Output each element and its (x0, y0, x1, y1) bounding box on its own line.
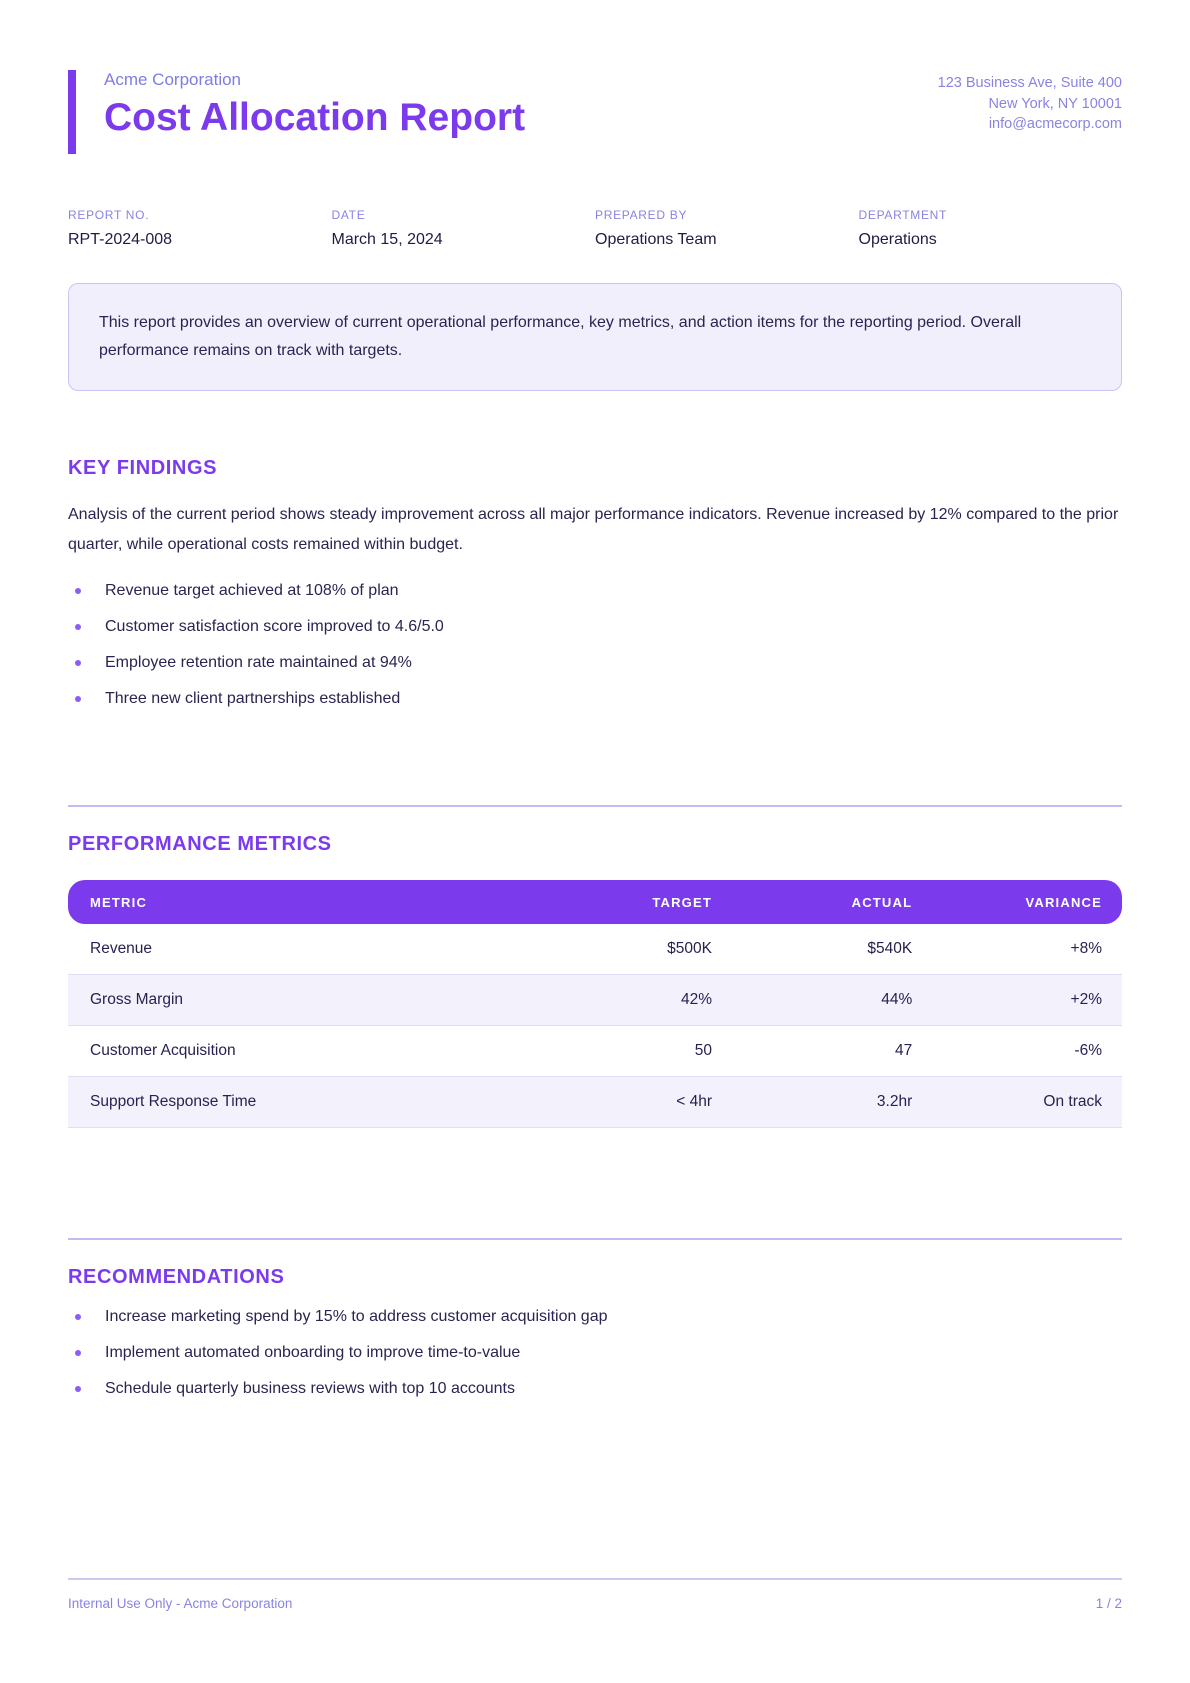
report-meta (68, 208, 1122, 249)
cell-target: 42% (553, 975, 732, 1026)
page-number: 1 / 2 (1095, 1596, 1122, 1611)
section-divider (68, 1238, 1122, 1240)
performance-metrics-table (68, 880, 1122, 1128)
section-heading-recommendations: RECOMMENDATIONS (68, 1266, 285, 1289)
recommendations-list (68, 1307, 1122, 1399)
accent-bar (68, 70, 76, 154)
cell-variance: +8% (932, 924, 1122, 975)
meta-field-prepared-by (595, 208, 859, 249)
cell-actual: 44% (732, 975, 932, 1026)
cell-metric: Support Response Time (68, 1077, 553, 1128)
section-heading-key-findings: KEY FINDINGS (68, 457, 218, 480)
column-header-variance: VARIANCE (932, 880, 1122, 924)
column-header-metric: METRIC (68, 880, 553, 924)
table-row (68, 1077, 1122, 1128)
footer-confidentiality-note: Internal Use Only - Acme Corporation (68, 1596, 293, 1611)
cell-metric: Gross Margin (68, 975, 553, 1026)
section-divider (68, 805, 1122, 807)
cell-metric: Revenue (68, 924, 553, 975)
meta-field-date (332, 208, 596, 249)
meta-label: REPORT NO. (68, 208, 150, 223)
list-item: Customer satisfaction score improved to 4.6/5.0 (68, 617, 1122, 637)
list-item: Implement automated onboarding to improve time-to-value (68, 1343, 1122, 1363)
cell-target: $500K (553, 924, 732, 975)
meta-value: March 15, 2024 (331, 231, 443, 249)
column-header-target: TARGET (553, 880, 732, 924)
list-item: Three new client partnerships established (68, 689, 1122, 709)
meta-field-report-no (68, 208, 332, 249)
company-address (938, 70, 1122, 135)
cell-variance: On track (932, 1077, 1122, 1128)
cell-variance: +2% (932, 975, 1122, 1026)
column-header-actual: ACTUAL (732, 880, 932, 924)
list-item: Increase marketing spend by 15% to address customer acquisition gap (68, 1307, 1122, 1327)
brand-text (76, 70, 525, 154)
page-title: Cost Allocation Report (104, 96, 526, 140)
meta-label: PREPARED BY (595, 208, 688, 223)
brand-block (68, 70, 525, 154)
company-name: Acme Corporation (104, 70, 242, 89)
key-findings-list (68, 581, 1122, 709)
cell-target: 50 (553, 1026, 732, 1077)
cell-actual: $540K (732, 924, 932, 975)
report-header (68, 70, 1122, 154)
list-item: Revenue target achieved at 108% of plan (68, 581, 1122, 601)
meta-value: Operations Team (595, 231, 717, 249)
section-heading-performance-metrics: PERFORMANCE METRICS (68, 833, 332, 856)
address-line: New York, NY 10001 (988, 95, 1122, 112)
cell-metric: Customer Acquisition (68, 1026, 553, 1077)
meta-label: DEPARTMENT (858, 208, 948, 223)
table-row (68, 1026, 1122, 1077)
page-footer (68, 1578, 1122, 1611)
address-line: 123 Business Ave, Suite 400 (937, 75, 1122, 91)
meta-label: DATE (331, 208, 366, 223)
meta-value: Operations (858, 231, 937, 249)
cell-variance: -6% (932, 1026, 1122, 1077)
cell-target: < 4hr (553, 1077, 732, 1128)
key-findings-paragraph: Analysis of the current period shows steady improvement across all major performance indicators. Revenue increased by 12% compared to the prior quarter, while operational costs remained within budget. (68, 506, 1119, 553)
list-item: Employee retention rate maintained at 94% (68, 653, 1122, 673)
address-line: info@acmecorp.com (988, 116, 1122, 133)
cell-actual: 3.2hr (732, 1077, 932, 1128)
summary-callout: This report provides an overview of current operational performance, key metrics, and action items for the reporting period. Overall performance remains on track with targets. (68, 283, 1122, 391)
table-row (68, 924, 1122, 975)
meta-field-department (859, 208, 1123, 249)
table-header-row (68, 880, 1122, 924)
list-item: Schedule quarterly business reviews with top 10 accounts (68, 1379, 1122, 1399)
cell-actual: 47 (732, 1026, 932, 1077)
meta-value: RPT-2024-008 (68, 231, 173, 249)
table-row (68, 975, 1122, 1026)
